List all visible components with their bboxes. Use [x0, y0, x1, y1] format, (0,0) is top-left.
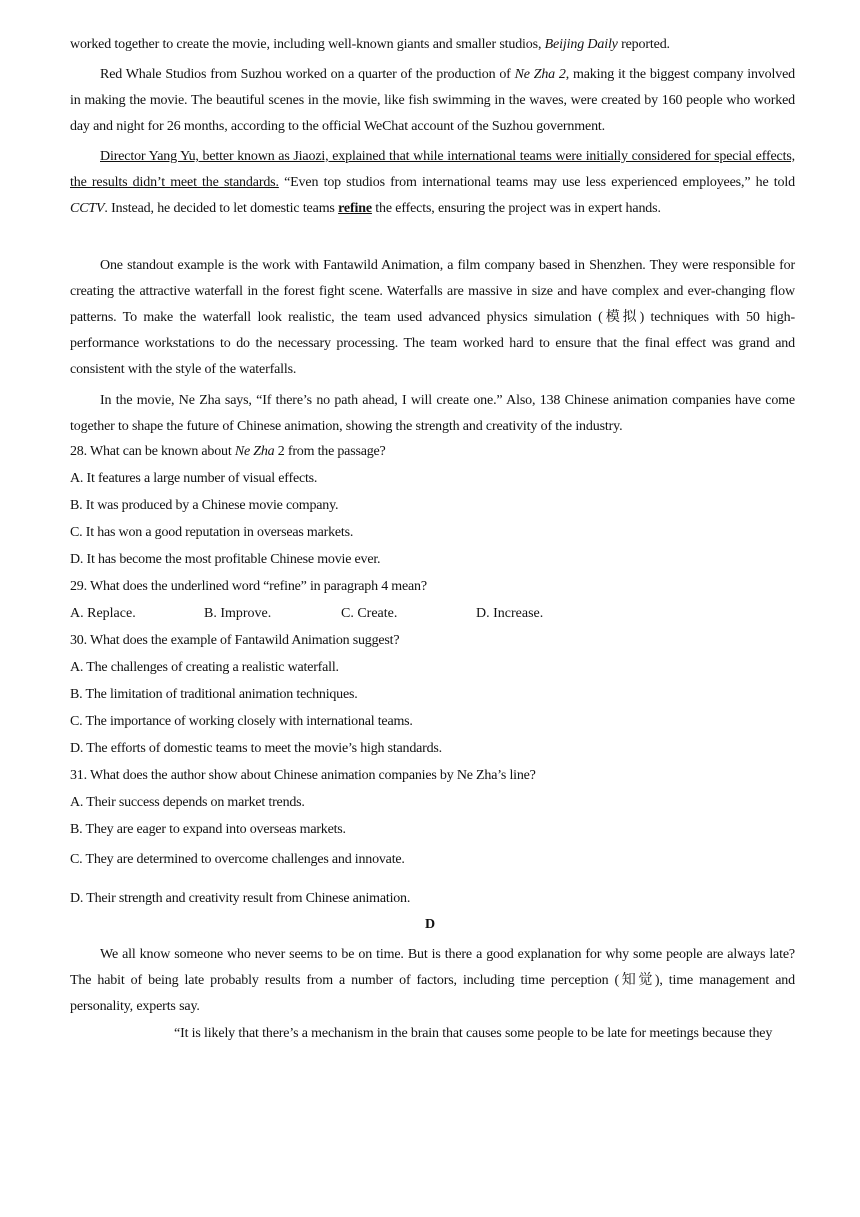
question-30-option-d: D. The efforts of domestic teams to meet the movie’s high standards.: [70, 741, 442, 756]
question-29-option-b: B. Improve.: [204, 606, 272, 621]
text-run: reported.: [617, 37, 670, 52]
underlined-word-refine: refine: [338, 201, 372, 216]
question-30-option-a: A. The challenges of creating a realistic waterfall.: [70, 660, 339, 675]
text-run: . Instead, he decided to let domestic teams: [104, 201, 339, 216]
question-28-option-c: C. It has won a good reputation in overseas markets.: [70, 525, 354, 540]
question-29-stem: 29. What does the underlined word “refine” in paragraph 4 mean?: [70, 579, 427, 594]
text-run: 28. What can be known about: [70, 444, 235, 459]
question-30-option-c: C. The importance of working closely with international teams.: [70, 714, 413, 729]
question-31-option-a: A. Their success depends on market trends.: [70, 795, 305, 810]
text-run: 2 from the passage?: [274, 444, 386, 459]
text-run: Red Whale Studios from Suzhou worked on a quarter of the production of: [100, 67, 515, 82]
text-run: the effects, ensuring the project was in expert hands.: [371, 201, 661, 216]
passage-c-paragraph-4: One standout example is the work with Fantawild Animation, a film company based in Shenzhen. They were responsible for creating the attractive waterfall in the forest fight scene. Waterfalls are massive in size and have complex and ever-changing flow patterns. To make the waterfall look realistic, the team used advanced physics simulation (模拟) techniques with 50 high-performance workstations to do the necessary processing. The team worked hard to ensure that the final effect was grand and consistent with the style of the waterfalls.: [70, 258, 795, 377]
question-31-option-b: B. They are eager to expand into overseas markets.: [70, 822, 346, 837]
question-29-option-d: D. Increase.: [476, 606, 544, 621]
question-28-option-a: A. It features a large number of visual effects.: [70, 471, 318, 486]
passage-c-continuation: [70, 32, 795, 58]
question-28-option-b: B. It was produced by a Chinese movie company.: [70, 498, 339, 513]
italic-title: Ne Zha: [234, 444, 275, 459]
question-31-stem: 31. What does the author show about Chinese animation companies by Ne Zha’s line?: [70, 768, 536, 783]
text-run: “Even top studios from international teams may use less experienced employees,” he told: [278, 175, 795, 190]
italic-source: CCTV: [70, 201, 105, 216]
question-29-option-c: C. Create.: [341, 606, 398, 621]
passage-d-paragraph-2: “It is likely that there’s a mechanism in the brain that causes some people to be late for meetings because they: [174, 1026, 773, 1041]
question-28-option-d: D. It has become the most profitable Chinese movie ever.: [70, 552, 381, 567]
question-29-option-a: A. Replace.: [70, 606, 136, 621]
question-28-stem: [70, 443, 386, 461]
passage-d-paragraph-1: We all know someone who never seems to be on time. But is there a good explanation for why some people are always late? The habit of being late probably results from a number of factors, including time perception (知觉), time management and personality, experts say.: [70, 947, 795, 1014]
text-run: worked together to create the movie, including well-known giants and smaller studios,: [70, 37, 545, 52]
passage-c-paragraph-5: In the movie, Ne Zha says, “If there’s no path ahead, I will create one.” Also, 138 Chinese animation companies have come together to shape the future of Chinese animation, showing the strength and creativity of the industry.: [70, 393, 795, 434]
passage-c-paragraph-3: [70, 144, 795, 222]
text-run: , making it the biggest company involved in making the movie. The beautiful scenes in the movie, like fish swimming in the waves, were created by 160 people who worked day and night for 26 months, according to the official WeChat account of the Suzhou government.: [70, 67, 796, 134]
question-31-option-d: D. Their strength and creativity result from Chinese animation.: [70, 891, 411, 906]
question-30-stem: 30. What does the example of Fantawild Animation suggest?: [70, 633, 400, 648]
italic-source: Beijing Daily: [544, 37, 618, 52]
underlined-sentence: Director Yang Yu, better known as Jiaozi, explained that while international teams were initially considered for special effects, the results didn’t meet the standards.: [70, 149, 795, 190]
italic-title: Ne Zha 2: [514, 67, 566, 82]
passage-c-paragraph-2: [70, 62, 795, 140]
section-heading-d: D: [424, 917, 436, 932]
question-30-option-b: B. The limitation of traditional animation techniques.: [70, 687, 358, 702]
question-31-option-c: C. They are determined to overcome challenges and innovate.: [70, 852, 405, 867]
